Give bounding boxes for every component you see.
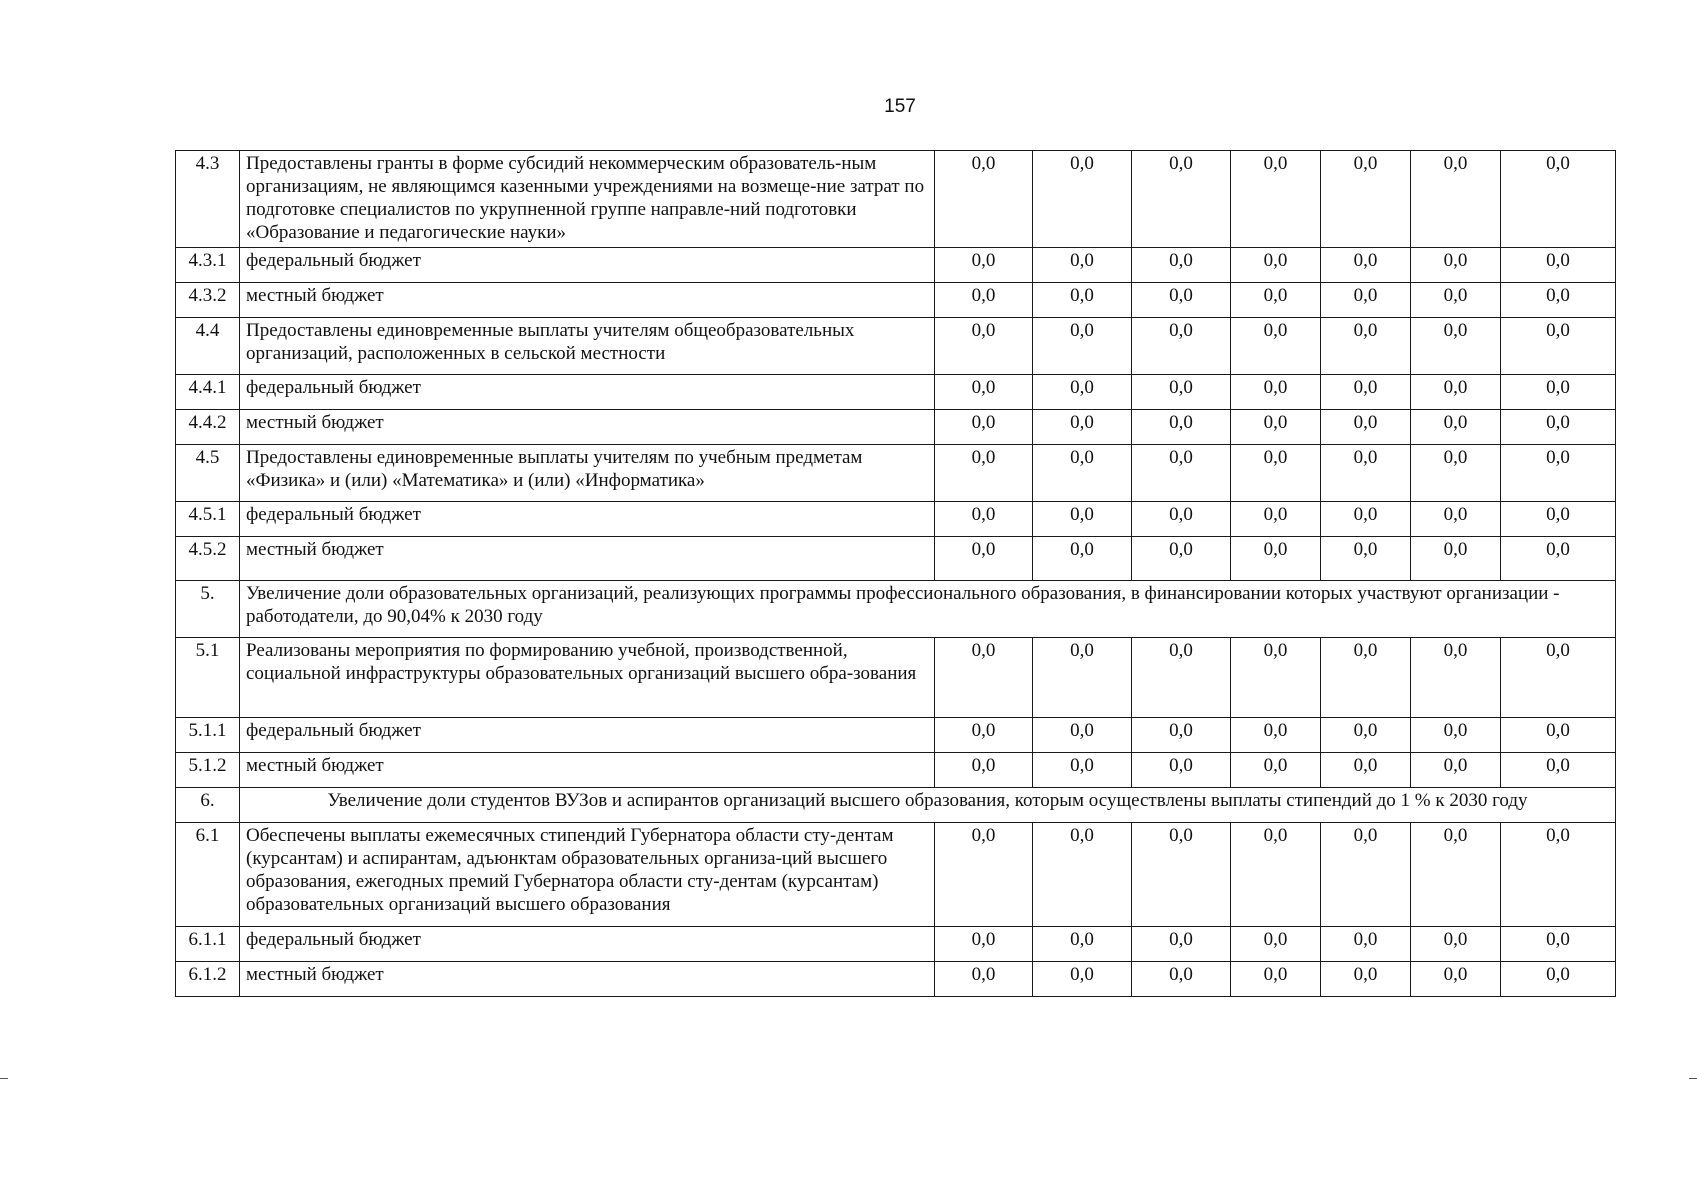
value-cell: 0,0: [1501, 445, 1616, 502]
value-cell: 0,0: [935, 502, 1033, 537]
value-cell: 0,0: [1033, 823, 1132, 927]
value-cell: 0,0: [1132, 718, 1231, 753]
value-cell: 0,0: [935, 537, 1033, 581]
value-cell: 0,0: [1033, 318, 1132, 375]
table-row: [176, 823, 1616, 927]
value-cell: 0,0: [1231, 962, 1321, 997]
value-cell: 0,0: [935, 962, 1033, 997]
value-cell: 0,0: [1501, 375, 1616, 410]
value-cell: 0,0: [1321, 718, 1411, 753]
value-cell: 0,0: [1132, 927, 1231, 962]
value-cell: 0,0: [1321, 823, 1411, 927]
row-number: 4.5.2: [176, 537, 240, 581]
row-number: 4.5.1: [176, 502, 240, 537]
value-cell: 0,0: [935, 718, 1033, 753]
value-cell: 0,0: [1231, 638, 1321, 718]
row-description: Предоставлены гранты в форме субсидий некоммерческим образователь-ным организациям, не являющимся казенными учреждениями на возмеще-ние затрат по подготовке специалистов по укрупненной группе направле-ний подготовки «Образование и педагогические науки»: [240, 151, 935, 248]
table-body: [176, 151, 1616, 997]
row-description: Предоставлены единовременные выплаты учителям по учебным предметам «Физика» и (или) «Математика» и (или) «Информатика»: [240, 445, 935, 502]
row-number: 6.1.1: [176, 927, 240, 962]
table-row: [176, 375, 1616, 410]
value-cell: 0,0: [1231, 753, 1321, 788]
value-cell: 0,0: [1132, 248, 1231, 283]
value-cell: 0,0: [935, 638, 1033, 718]
value-cell: 0,0: [1132, 962, 1231, 997]
table-row: [176, 248, 1616, 283]
value-cell: 0,0: [935, 375, 1033, 410]
row-number: 4.3.1: [176, 248, 240, 283]
table-row: [176, 962, 1616, 997]
table-row: [176, 927, 1616, 962]
value-cell: 0,0: [1033, 151, 1132, 248]
row-number: 4.3: [176, 151, 240, 248]
row-description: федеральный бюджет: [240, 927, 935, 962]
value-cell: 0,0: [1321, 638, 1411, 718]
row-description: местный бюджет: [240, 283, 935, 318]
value-cell: 0,0: [1231, 927, 1321, 962]
value-cell: 0,0: [1321, 502, 1411, 537]
value-cell: 0,0: [1321, 151, 1411, 248]
value-cell: 0,0: [1501, 638, 1616, 718]
value-cell: 0,0: [1411, 753, 1501, 788]
value-cell: 0,0: [1132, 151, 1231, 248]
row-description: местный бюджет: [240, 962, 935, 997]
table-row: [176, 537, 1616, 581]
row-description: федеральный бюджет: [240, 718, 935, 753]
row-number: 5.1.1: [176, 718, 240, 753]
value-cell: 0,0: [1501, 283, 1616, 318]
table-row: [176, 718, 1616, 753]
value-cell: 0,0: [935, 318, 1033, 375]
value-cell: 0,0: [1321, 537, 1411, 581]
value-cell: 0,0: [1321, 753, 1411, 788]
value-cell: 0,0: [1231, 283, 1321, 318]
value-cell: 0,0: [1231, 718, 1321, 753]
row-description: федеральный бюджет: [240, 248, 935, 283]
row-number: 5.1: [176, 638, 240, 718]
value-cell: 0,0: [1411, 927, 1501, 962]
row-number: 4.4.1: [176, 375, 240, 410]
value-cell: 0,0: [1033, 537, 1132, 581]
value-cell: 0,0: [1231, 375, 1321, 410]
value-cell: 0,0: [1132, 753, 1231, 788]
value-cell: 0,0: [1321, 962, 1411, 997]
table-row: [176, 445, 1616, 502]
value-cell: 0,0: [1411, 718, 1501, 753]
value-cell: 0,0: [1411, 248, 1501, 283]
value-cell: 0,0: [1231, 410, 1321, 445]
value-cell: 0,0: [1132, 318, 1231, 375]
value-cell: 0,0: [1411, 962, 1501, 997]
row-number: 5.1.2: [176, 753, 240, 788]
value-cell: 0,0: [1132, 283, 1231, 318]
value-cell: 0,0: [935, 151, 1033, 248]
value-cell: 0,0: [1321, 927, 1411, 962]
value-cell: 0,0: [1501, 962, 1616, 997]
value-cell: 0,0: [1132, 410, 1231, 445]
value-cell: 0,0: [1411, 410, 1501, 445]
value-cell: 0,0: [1501, 823, 1616, 927]
value-cell: 0,0: [1321, 283, 1411, 318]
value-cell: 0,0: [1501, 410, 1616, 445]
table-row: [176, 638, 1616, 718]
value-cell: 0,0: [1132, 537, 1231, 581]
value-cell: 0,0: [1033, 718, 1132, 753]
value-cell: 0,0: [1411, 318, 1501, 375]
row-number: 4.4: [176, 318, 240, 375]
table-row: [176, 581, 1616, 638]
row-number: 6.: [176, 788, 240, 823]
row-number: 6.1: [176, 823, 240, 927]
row-description: Реализованы мероприятия по формированию учебной, производственной, социальной инфраструктуры образовательных организаций высшего обра-зования: [240, 638, 935, 718]
value-cell: 0,0: [1411, 823, 1501, 927]
value-cell: 0,0: [1411, 375, 1501, 410]
row-description: федеральный бюджет: [240, 375, 935, 410]
table-row: [176, 318, 1616, 375]
value-cell: 0,0: [935, 283, 1033, 318]
value-cell: 0,0: [1033, 502, 1132, 537]
value-cell: 0,0: [1501, 318, 1616, 375]
value-cell: 0,0: [1321, 248, 1411, 283]
value-cell: 0,0: [1231, 823, 1321, 927]
page-number: 157: [884, 96, 916, 117]
value-cell: 0,0: [1033, 927, 1132, 962]
row-description: Предоставлены единовременные выплаты учителям общеобразовательных организаций, расположенных в сельской местности: [240, 318, 935, 375]
value-cell: 0,0: [1411, 283, 1501, 318]
value-cell: 0,0: [1501, 248, 1616, 283]
value-cell: 0,0: [1231, 537, 1321, 581]
value-cell: 0,0: [1231, 151, 1321, 248]
value-cell: 0,0: [1321, 445, 1411, 502]
value-cell: 0,0: [1411, 151, 1501, 248]
value-cell: 0,0: [1132, 445, 1231, 502]
value-cell: 0,0: [1033, 753, 1132, 788]
value-cell: 0,0: [1411, 537, 1501, 581]
scan-edge-mark-right: [1689, 1078, 1697, 1079]
value-cell: 0,0: [935, 927, 1033, 962]
value-cell: 0,0: [1132, 502, 1231, 537]
table-row: [176, 788, 1616, 823]
scan-edge-mark-left: [0, 1078, 8, 1079]
value-cell: 0,0: [1411, 638, 1501, 718]
row-description: местный бюджет: [240, 537, 935, 581]
value-cell: 0,0: [1033, 962, 1132, 997]
value-cell: 0,0: [1132, 638, 1231, 718]
row-number: 4.4.2: [176, 410, 240, 445]
table-row: [176, 753, 1616, 788]
section-heading: Увеличение доли образовательных организаций, реализующих программы профессионального образования, в финансировании которых участвуют организации - работодатели, до 90,04% к 2030 году: [240, 581, 1616, 638]
value-cell: 0,0: [1411, 502, 1501, 537]
value-cell: 0,0: [1231, 248, 1321, 283]
row-description: местный бюджет: [240, 410, 935, 445]
value-cell: 0,0: [1033, 248, 1132, 283]
row-number: 5.: [176, 581, 240, 638]
value-cell: 0,0: [1033, 410, 1132, 445]
value-cell: 0,0: [1033, 445, 1132, 502]
value-cell: 0,0: [1501, 502, 1616, 537]
value-cell: 0,0: [1501, 927, 1616, 962]
row-description: федеральный бюджет: [240, 502, 935, 537]
value-cell: 0,0: [1231, 318, 1321, 375]
value-cell: 0,0: [1501, 537, 1616, 581]
row-number: 6.1.2: [176, 962, 240, 997]
table-row: [176, 410, 1616, 445]
value-cell: 0,0: [935, 445, 1033, 502]
value-cell: 0,0: [1321, 410, 1411, 445]
value-cell: 0,0: [1033, 375, 1132, 410]
value-cell: 0,0: [1231, 445, 1321, 502]
row-description: местный бюджет: [240, 753, 935, 788]
value-cell: 0,0: [1501, 151, 1616, 248]
budget-table: [175, 150, 1616, 997]
value-cell: 0,0: [1501, 718, 1616, 753]
value-cell: 0,0: [1033, 638, 1132, 718]
section-heading: Увеличение доли студентов ВУЗов и аспирантов организаций высшего образования, которым осуществлены выплаты стипендий до 1 % к 2030 году: [240, 788, 1616, 823]
value-cell: 0,0: [1501, 753, 1616, 788]
value-cell: 0,0: [935, 823, 1033, 927]
row-number: 4.5: [176, 445, 240, 502]
value-cell: 0,0: [1132, 823, 1231, 927]
value-cell: 0,0: [1411, 445, 1501, 502]
table-row: [176, 283, 1616, 318]
row-description: Обеспечены выплаты ежемесячных стипендий Губернатора области сту-дентам (курсантам) и аспирантам, адъюнктам образовательных организа-ций высшего образования, ежегодных премий Губернатора области сту-дентам (курсантам) образовательных организаций высшего образования: [240, 823, 935, 927]
value-cell: 0,0: [935, 410, 1033, 445]
value-cell: 0,0: [1321, 318, 1411, 375]
value-cell: 0,0: [1321, 375, 1411, 410]
value-cell: 0,0: [1033, 283, 1132, 318]
value-cell: 0,0: [935, 753, 1033, 788]
table-row: [176, 502, 1616, 537]
value-cell: 0,0: [1231, 502, 1321, 537]
table-row: [176, 151, 1616, 248]
row-number: 4.3.2: [176, 283, 240, 318]
value-cell: 0,0: [1132, 375, 1231, 410]
value-cell: 0,0: [935, 248, 1033, 283]
